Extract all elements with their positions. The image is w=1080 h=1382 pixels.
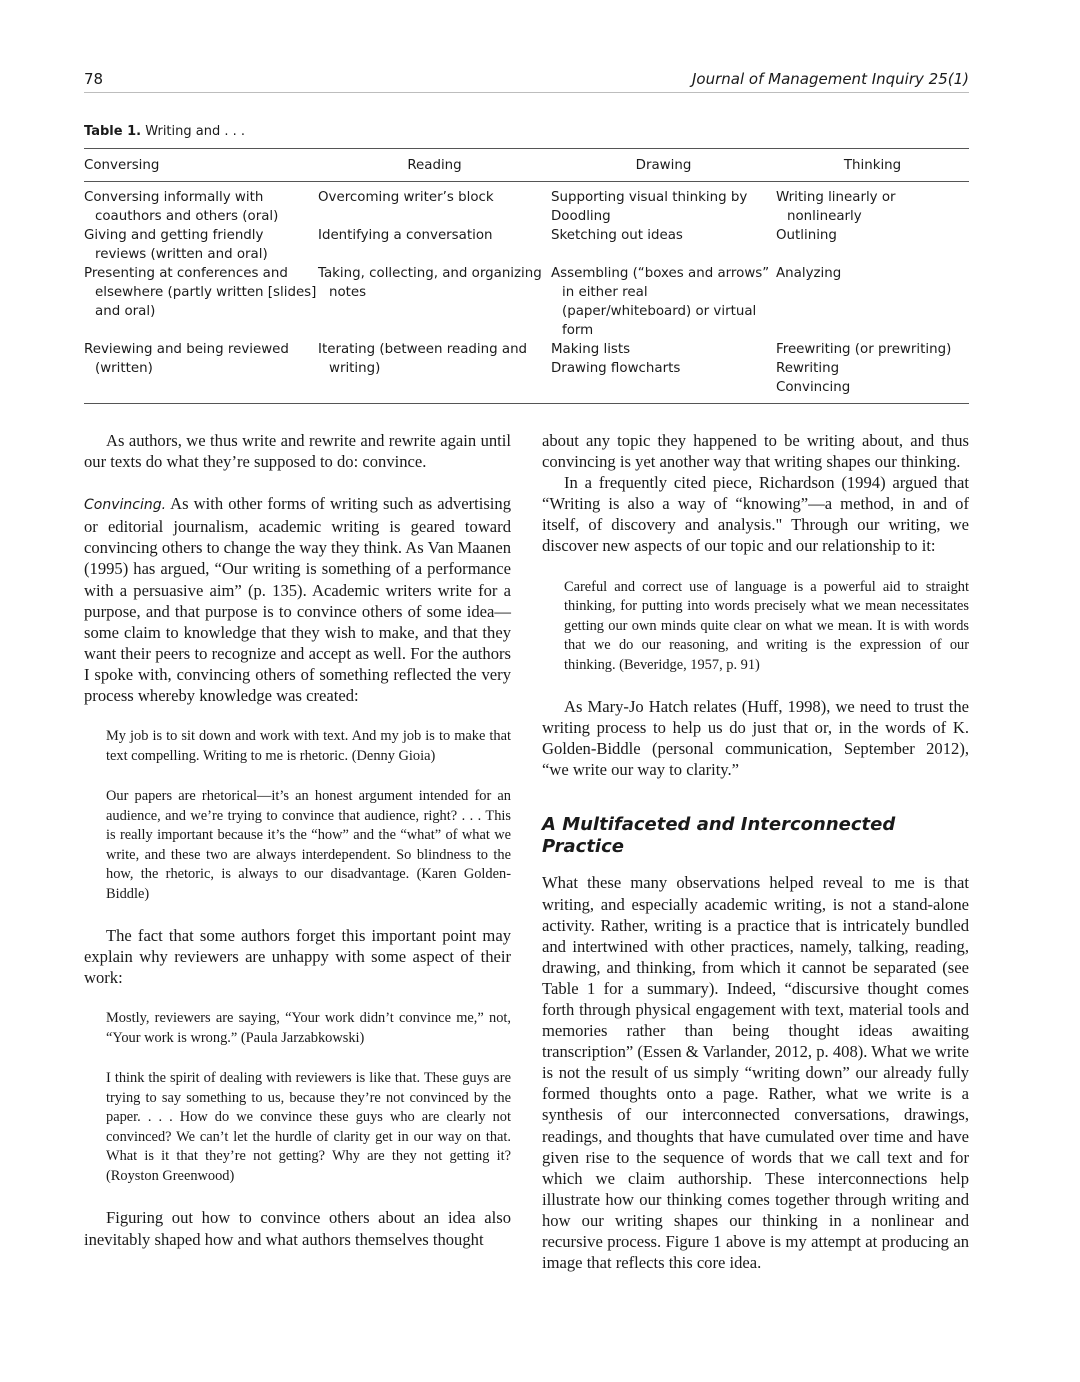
body-paragraph: What these many observations helped reveal to me is that writing, and especially academic writing, is not a stand-alone activity. Rather, writing is a practice that is intricately bundled and intertwined with other practices, namely, talking, reading, drawing, and thinking, from which it cannot be separated (see Table 1 for a summary). Indeed, “discursive thought comes forth through physical engagement with text, material tools and memories rather than being thought ideas awaiting transcription” (Essen & Varlander, 2012, p. 408). What we write is not the result of us simply “writing down” our already fully formed thoughts onto a page. Rather, what we write is a synthesis of our interconnected conversations, drawings, readings, and thoughts that have cumulated over time and have given rise to the sequence of words that we call text and for which we claim authorship. These interconnections help illustrate how our thinking comes together through writing and how our writing shapes our thinking in a nonlinear and recursive process. Figure 1 above is my attempt at producing an image that reflects this core idea. — [542, 873, 969, 1273]
cell-drawing: Making lists Drawing flowcharts — [551, 340, 776, 404]
journal-title: Journal of Management Inquiry 25(1) — [692, 70, 969, 88]
table-row — [84, 182, 969, 227]
right-text-column — [542, 430, 969, 1273]
column-header-conversing: Conversing — [84, 149, 318, 182]
table-caption — [84, 124, 245, 139]
cell-reading: Identifying a conversation — [318, 228, 493, 243]
cell-thinking: Writing linearly or nonlinearly — [776, 190, 896, 224]
left-text-column — [84, 430, 511, 1250]
cell-reading: Iterating (between reading and writing) — [318, 340, 551, 404]
block-quote: Careful and correct use of language is a powerful aid to straight thinking, for putting into words precisely what we mean necessitates getting our own minds quite clear on what we mean. It is with words that we do our reasoning, and writing is the expression of our thinking. (Beveridge, 1957, p. 91) — [564, 578, 969, 673]
body-paragraph: The fact that some authors forget this important point may explain why reviewers are unhappy with some aspect of their work: — [84, 926, 511, 988]
table-row — [84, 340, 969, 404]
cell-conversing: Conversing informally with coauthors and others (oral) — [84, 190, 279, 224]
body-paragraph: As Mary-Jo Hatch relates (Huff, 1998), we need to trust the writing process to help us do just that or, in the words of K. Golden-Biddle (personal communication, September 2012), “we write our way to clarity.” — [542, 697, 969, 780]
block-quote: I think the spirit of dealing with reviewers is like that. These guys are trying to say something to us, because they’re not convinced by the paper. . . . How do we convince these guys who are clearly not convinced? We can’t let the hurdle of clarity get in our way on that. What is it that they’re not getting? Why are they not getting it? (Royston Greenwood) — [106, 1070, 511, 1184]
page-number: 78 — [84, 70, 104, 88]
running-header — [84, 68, 969, 93]
run-in-heading: Convincing. — [84, 497, 167, 514]
paragraph-text: As with other forms of writing such as advertising or editorial journalism, academic writing is geared toward convincing others to change the way they think. As Van Maanen (1995) has argued, “Our writing is something of a performance with a persuasive aim” (p. 135). Academic writers write for a purpose, and that purpose is to convince others of some idea—some claim to knowledge that they wish to make, and that they want their peers to recognize and accept as well. For the authors I spoke with, convincing others of something reflected the very process whereby knowledge was created: — [84, 494, 511, 706]
body-paragraph-convincing — [84, 493, 511, 706]
cell-drawing: Assembling (“boxes and arrows” in either real (paper/whiteboard) or virtual form — [551, 266, 770, 338]
cell-reading: Overcoming writer’s block — [318, 190, 494, 205]
body-paragraph: In a frequently cited piece, Richardson (1994) argued that “Writing is also a way of “knowing”—a method, in and of itself, of discovery and analysis." Through our writing, we discover new aspects of our topic and our relationship to it: — [542, 473, 969, 556]
column-header-drawing: Drawing — [551, 149, 776, 182]
cell-thinking: Outlining — [776, 228, 837, 243]
cell-conversing: Reviewing and being reviewed (written) — [84, 340, 318, 404]
writing-practices-table — [84, 148, 969, 404]
block-quote: Mostly, reviewers are saying, “Your work didn’t convince me,” not, “Your work is wrong.” (Paula Jarzabkowski) — [106, 1010, 511, 1046]
block-quote: My job is to sit down and work with text. And my job is to make that text compelling. Writing to me is rhetoric. (Denny Gioia) — [106, 728, 511, 764]
block-quote: Our papers are rhetorical—it’s an honest argument intended for an audience, and we’re trying to convince that audience, right? . . . This is really important because it’s the “how” and the “what” of what we write, and these two are always interdependent. So blindness to the how, the rhetoric, is always to our disadvantage. (Karen Golden-Biddle) — [106, 788, 511, 902]
table-row — [84, 226, 969, 264]
table-label: Table 1. — [84, 124, 142, 139]
cell-thinking: Analyzing — [776, 266, 842, 281]
body-paragraph: about any topic they happened to be writing about, and thus convincing is yet another way that writing shapes our thinking. — [542, 431, 969, 472]
cell-drawing: Sketching out ideas — [551, 228, 683, 243]
table-header-row — [84, 149, 969, 182]
body-paragraph: As authors, we thus write and rewrite and rewrite again until our texts do what they’re supposed to do: convince. — [84, 431, 511, 472]
column-header-reading: Reading — [318, 149, 551, 182]
cell-conversing: Presenting at conferences and elsewhere (partly written [slides] and oral) — [84, 266, 317, 319]
table-row — [84, 264, 969, 340]
column-header-thinking: Thinking — [776, 149, 969, 182]
cell-reading: Taking, collecting, and organizing notes — [318, 266, 542, 300]
section-heading: A Multifaceted and Interconnected Practice — [542, 814, 896, 858]
table-title: Writing and . . . — [145, 124, 246, 139]
cell-thinking: Freewriting (or prewriting) Rewriting Convincing — [776, 340, 969, 404]
cell-drawing: Supporting visual thinking by Doodling — [551, 190, 748, 224]
cell-conversing: Giving and getting friendly reviews (written and oral) — [84, 228, 268, 262]
body-paragraph: Figuring out how to convince others about an idea also inevitably shaped how and what authors themselves thought — [84, 1208, 511, 1249]
